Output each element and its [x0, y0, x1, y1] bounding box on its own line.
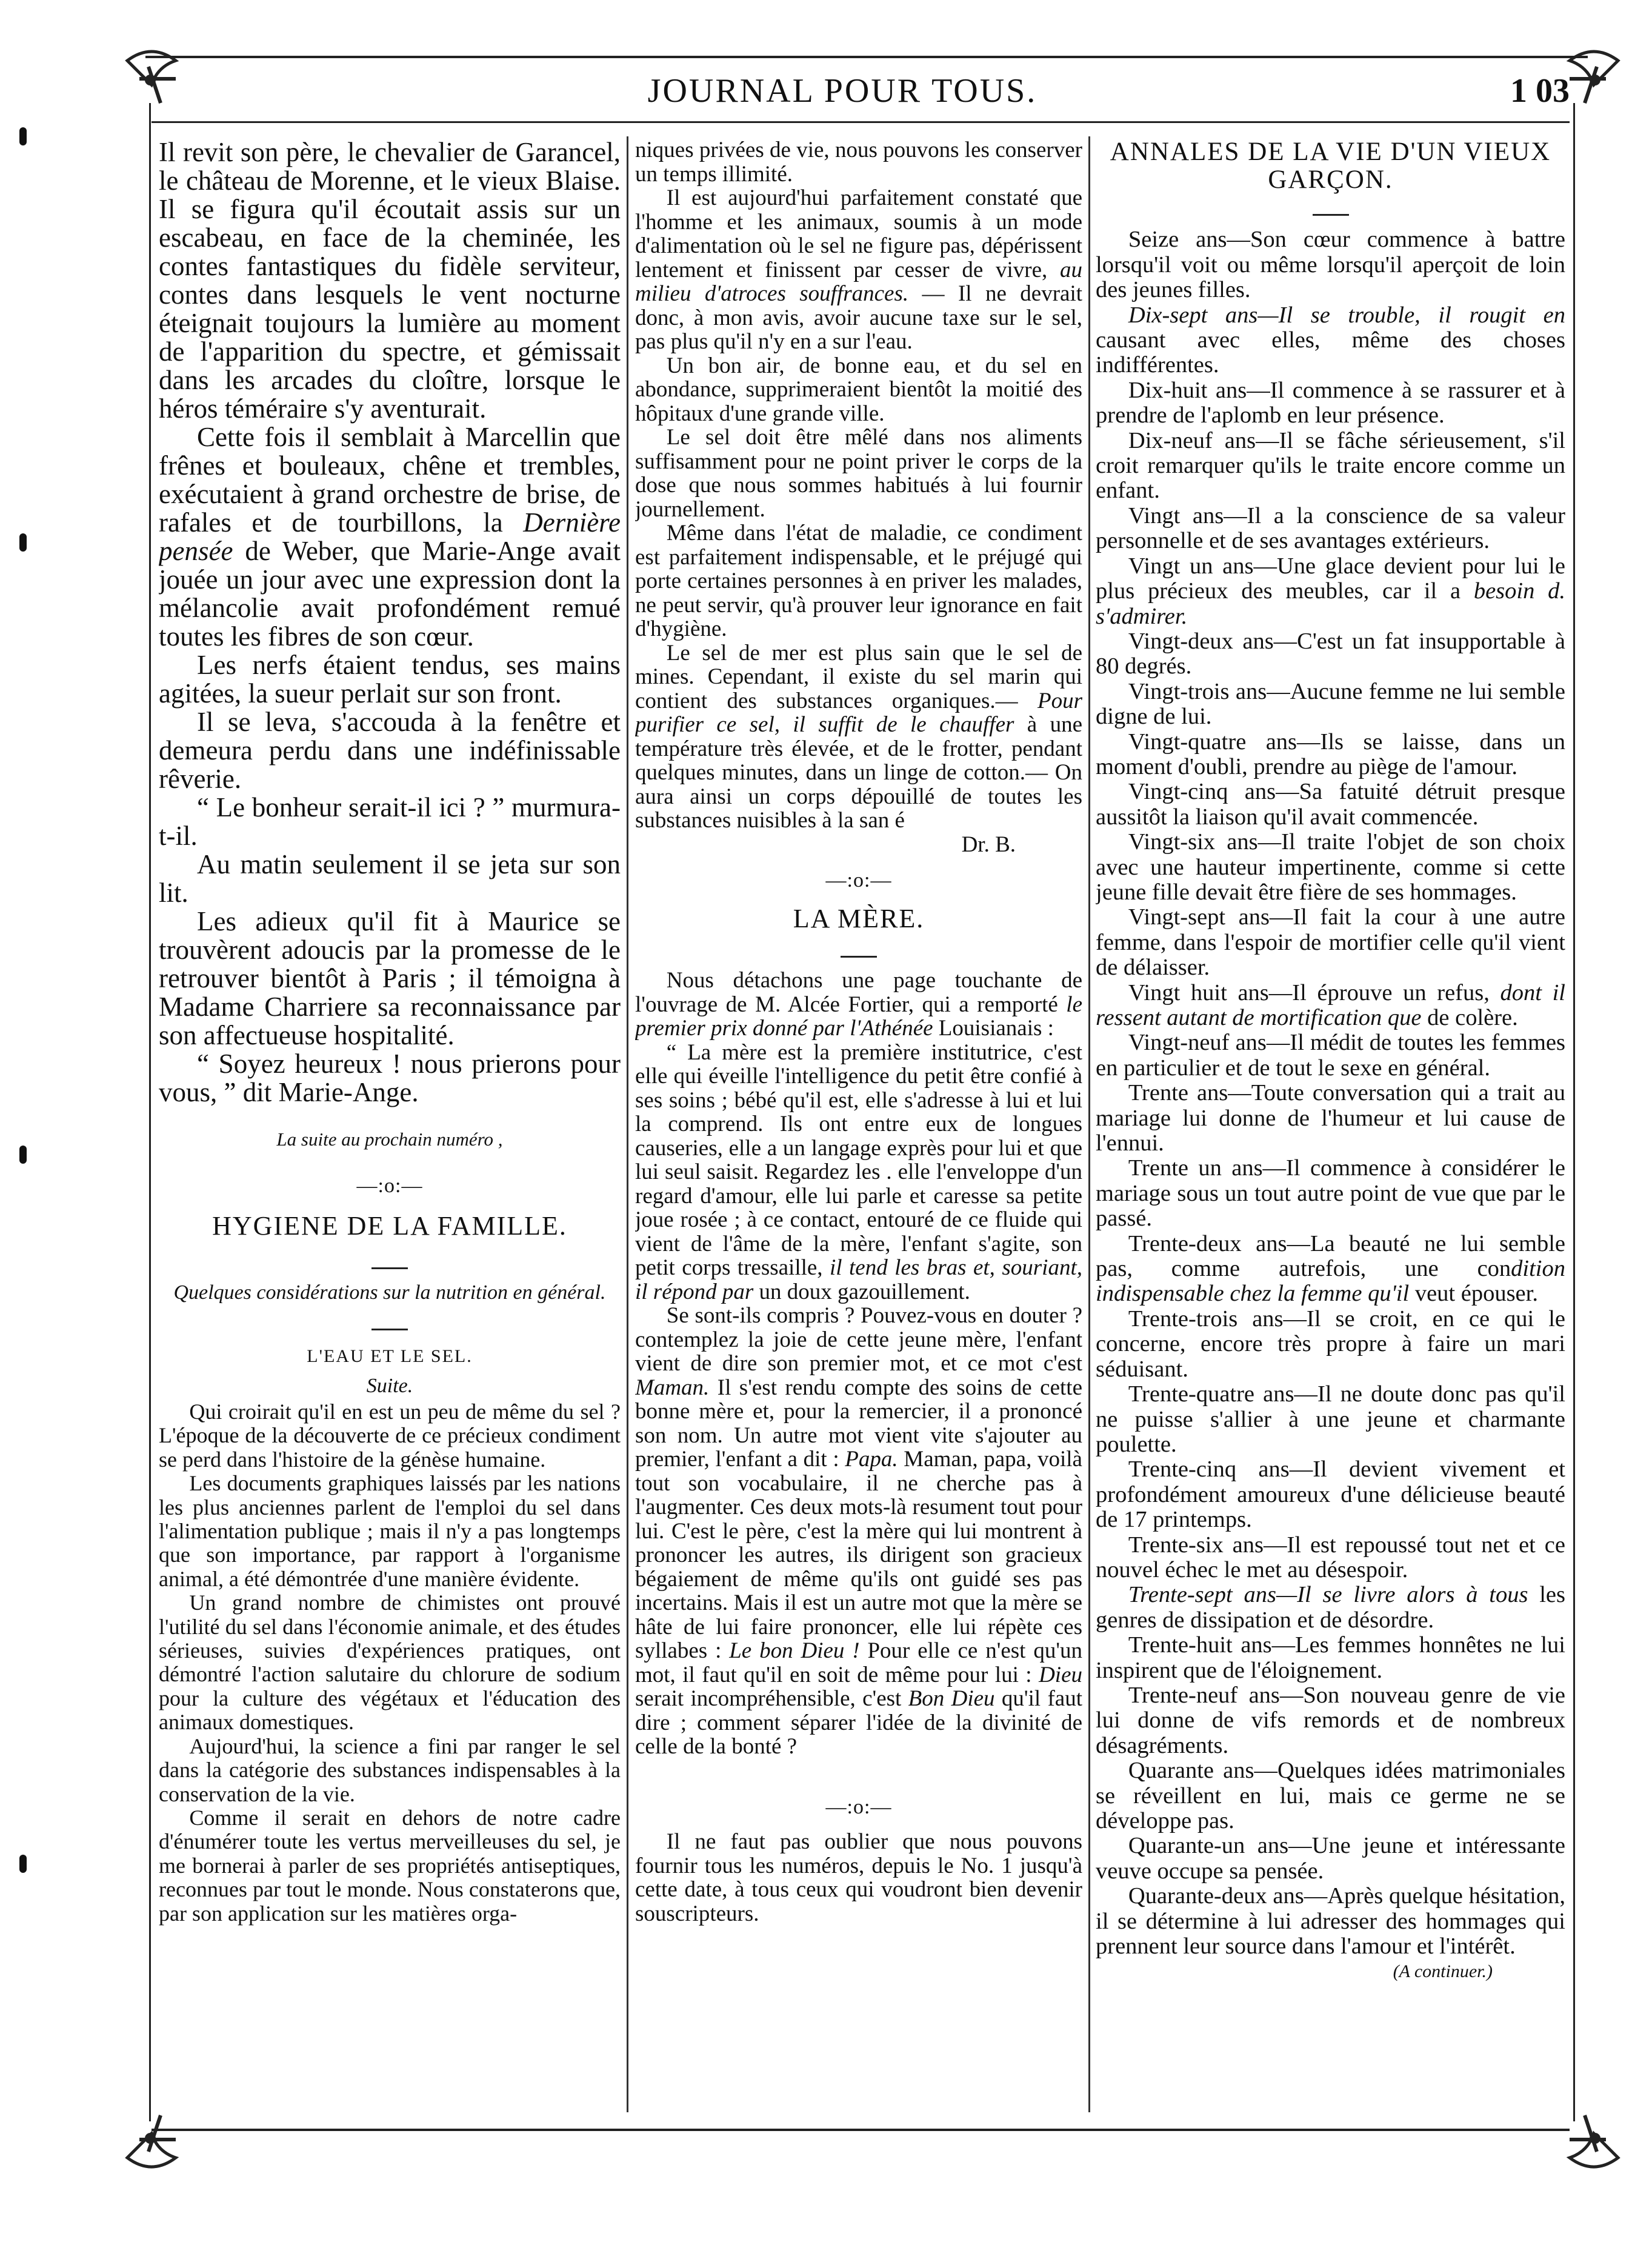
paragraph: Il revit son père, le chevalier de Garancel, le château de Morenne, et le vieux Blaise. Il se figura qu'il écoutait assis sur un escabeau, en face de la cheminée, les contes fantastiques du fidèle serviteur, contes dans lesquels le vent nocturne éteignait toujours la lumière au moment de l'apparition du spectre, et gémissait dans les arcades du cloître, lorsque le héros téméraire s'y aventurait.	[159, 138, 621, 424]
running-title: JOURNAL POUR TOUS.	[647, 72, 1037, 110]
paragraph: Dix-sept ans—Il se trouble, il rougit en causant avec elles, même des choses indifférentes.	[1096, 302, 1565, 378]
paragraph: Vingt-cinq ans—Sa fatuité détruit presque aussitôt la liaison qu'il avait commencée.	[1096, 779, 1565, 830]
article-subtitle: Quelques considérations sur la nutrition en général.	[173, 1281, 606, 1304]
paragraph: Trente-deux ans—La beauté ne lui semble pas, comme autrefois, une condition indispensable chez la femme qu'il veut épouser.	[1096, 1230, 1565, 1307]
title-dash	[1096, 196, 1565, 221]
paragraph: Vingt-deux ans—C'est un fat insupportable à 80 degrés.	[1096, 628, 1565, 679]
paragraph: Au matin seulement il se jeta sur son lit.	[159, 849, 621, 908]
frame-left-rule	[149, 103, 151, 2121]
section-separator: —:o:—	[825, 869, 892, 892]
paragraph: Quarante ans—Quelques idées matrimoniales se réveillent en lui, mais ce germe ne se développe pas.	[1096, 1758, 1565, 1833]
to-be-continued-note: La suite au prochain numéro ,	[276, 1129, 503, 1150]
frame-right-rule	[1573, 103, 1575, 2121]
paragraph: “ La mère est la première institutrice, c'est elle qui éveille l'intelligence du petit être confié à ses soins ; bébé qu'il est, elle s'adresse à lui et lui la comprend. Ils ont entre eux de longues causeries, elle a un langage exprès pour lui et que lui seul saisit. Regardez les . elle l'enveloppe d'un regard d'amour, elle lui parle et caresse sa petite joue rosée ; à ce contact, entouré de ce fluide qui vient de l'âme de la mère, l'enfant s'agite, son petit corps tressaille, il tend les bras et, souriant, il répond par un doux gazouillement.	[635, 1039, 1082, 1304]
column-rule	[627, 136, 628, 2112]
paragraph: Vingt-sept ans—Il fait la cour à une autre femme, dans l'espoir de mortifier celle qu'il vient de délaisser.	[1096, 904, 1565, 981]
paragraph: Vingt-six ans—Il traite l'objet de son choix avec une hauteur impertinente, comme si cette jeune fille devait être fière de ses hommages.	[1096, 829, 1565, 905]
title-dash	[159, 1307, 621, 1336]
paragraph: Trente-quatre ans—Il ne doute donc pas qu'il ne puisse s'allier à une jeune et charmante poulette.	[1096, 1381, 1565, 1457]
section-separator: —:o:—	[825, 1795, 892, 1818]
paragraph: Un grand nombre de chimistes ont prouvé l'utilité du sel dans l'économie animale, et des études sérieuses, suivies d'expériences pratiques, ont démontré l'action salutaire du chlorure de sodium pour la culture des végétaux et l'éducation des animaux domestiques.	[159, 1590, 621, 1735]
paragraph: Quarante-un ans—Une jeune et intéressante veuve occupe sa pensée.	[1096, 1833, 1565, 1884]
paragraph: Cette fois il semblait à Marcellin que frênes et bouleaux, chêne et trembles, exécutaient à grand orchestre de brise, de rafales et de tourbillons, la Dernière pensée de Weber, que Marie-Ange avait jouée un jour avec une expression dont la mélancolie avait profondément remué toutes les fibres de son cœur.	[159, 422, 621, 652]
paragraph: “ Le bonheur serait-il ici ? ” murmura-t-il.	[159, 792, 621, 851]
to-be-continued-note: (A continuer.)	[1393, 1961, 1493, 1982]
paragraph: Les nerfs étaient tendus, ses mains agitées, la sueur perlait sur son front.	[159, 650, 621, 709]
paragraph: Les adieux qu'il fit à Maurice se trouvèrent adoucis par la promesse de le retrouver bientôt à Paris ; il témoigna à Madame Charriere sa reconnaissance par son affectueuse hospitalité.	[159, 906, 621, 1050]
paragraph: Vingt-neuf ans—Il médit de toutes les femmes en particulier et de tout le sexe en général.	[1096, 1030, 1565, 1081]
paragraph: Le sel doit être mêlé dans nos aliments suffisamment pour ne point priver le corps de la dose que nous sommes habitués à lui fournir journellement.	[635, 425, 1082, 522]
paragraph: Trente-cinq ans—Il devient vivement et profondément amoureux d'une délicieuse beauté de 17 printemps.	[1096, 1456, 1565, 1533]
paragraph: Qui croirait qu'il en est un peu de même du sel ? L'époque de la découverte de ce précieux condiment se perd dans l'histoire de la génèse humaine.	[159, 1399, 621, 1472]
section-heading: L'EAU ET LE SEL.	[307, 1346, 473, 1366]
paragraph: Nous détachons une page touchante de l'ouvrage de M. Alcée Fortier, qui a remporté le premier prix donné par l'Athénée Louisianais :	[635, 968, 1082, 1041]
paragraph: Il se leva, s'accouda à la fenêtre et demeura perdu dans une indéfinissable rêverie.	[159, 707, 621, 794]
ornament-corner-top-left	[115, 36, 206, 127]
paragraph: Trente-six ans—Il est repoussé tout net et ce nouvel échec le met au désespoir.	[1096, 1532, 1565, 1583]
paragraph: Vingt-quatre ans—Ils se laisse, dans un moment d'oubli, prendre au piège de l'amour.	[1096, 729, 1565, 779]
paragraph: Aujourd'hui, la science a fini par ranger le sel dans la catégorie des substances indispensables à la conservation de la vie.	[159, 1733, 621, 1806]
frame-bottom-rule	[152, 2129, 1570, 2131]
article-title-mere: LA MÈRE.	[793, 903, 925, 933]
margin-mark	[19, 127, 27, 145]
paragraph: Comme il serait en dehors de notre cadre d'énumérer toute les vertus merveilleuses du sel, je me bornerai à parler de ses propriétés antiseptiques, reconnues par tout le monde. Nous constaterons que, par son application sur les matières orga-	[159, 1805, 621, 1926]
paragraph: Vingt un ans—Une glace devient pour lui le plus précieux des meubles, car il a besoin d. s'admirer.	[1096, 553, 1565, 629]
column-rule	[1088, 136, 1090, 2112]
suite-label: Suite.	[366, 1375, 413, 1397]
title-dash	[635, 939, 1082, 963]
paragraph: Se sont-ils compris ? Pouvez-vous en douter ? contemplez la joie de cette jeune mère, l'enfant vient de dire son premier mot, et ce mot c'est Maman. Il s'est rendu compte des soins de cette bonne mère et, pour la remercier, il a prononcé son nom. Un autre mot vient vite s'ajouter au premier, l'enfant a dit : Papa. Maman, papa, voilà tout son vocabulaire, il ne cherche pas à l'augmenter. Ces deux mots-là resument tout pour lui. C'est le père, c'est la mère qui lui montrent à prononcer les autres, ils dirigent son gracieux bégaiement de même qu'ils ont guidé ses pas incertains. Mais il est un autre mot que la mère se hâte de lui faire prononcer, elle lui répète ces syllabes : Le bon Dieu ! Pour elle ce n'est qu'un mot, il faut qu'il en soit de même pour lui : Dieu serait incompréhensible, c'est Bon Dieu qu'il faut dire ; comment séparer l'idée de la divinité de celle de la bonté ?	[635, 1303, 1082, 1759]
paragraph: Trente-sept ans—Il se livre alors à tous les genres de dissipation et de désordre.	[1096, 1582, 1565, 1633]
paragraph: Trente-neuf ans—Son nouveau genre de vie lui donne de vifs remords et de nombreux désagréments.	[1096, 1682, 1565, 1758]
title-dash	[159, 1246, 621, 1275]
column-2	[635, 138, 1082, 2117]
paragraph: Même dans l'état de maladie, ce condiment est parfaitement indispensable, et le préjugé qui porte certaines personnes à en priver les malades, ne peut servir, qu'à prouver leur ignorance en fait d'hygiène.	[635, 521, 1082, 641]
column-1	[159, 138, 621, 2117]
margin-mark	[19, 533, 27, 552]
section-separator: —:o:—	[356, 1175, 423, 1197]
frame-header-rule	[152, 121, 1570, 123]
paragraph: Trente-trois ans—Il se croit, en ce qui le concerne, encore très propre à faire un mari séduisant.	[1096, 1306, 1565, 1382]
frame-top-rule	[145, 56, 1588, 58]
paragraph: Trente ans—Toute conversation qui a trait au mariage lui donne de l'humeur et lui cause de l'ennui.	[1096, 1080, 1565, 1156]
article-title-annales: ANNALES DE LA VIE D'UN VIEUX GARÇON.	[1110, 138, 1551, 194]
column-3	[1096, 138, 1565, 2117]
paragraph: Dix-neuf ans—Il se fâche sérieusement, s'il croit remarquer qu'ils le traite encore comme un enfant.	[1096, 427, 1565, 504]
margin-mark	[19, 1855, 27, 1873]
paragraph: Un bon air, de bonne eau, et du sel en abondance, supprimeraient bientôt la moitié des hôpitaux d'une grande ville.	[635, 353, 1082, 426]
paragraph: Il est aujourd'hui parfaitement constaté que l'homme et les animaux, soumis à un mode d'alimentation où le sel ne figure pas, dépérissent lentement et finissent par cesser de vivre, au milieu d'atroces souffrances. — Il ne devrait donc, à mon avis, avoir aucune taxe sur le sel, pas plus qu'il n'y en a sur l'eau.	[635, 185, 1082, 354]
signature: Dr. B.	[961, 832, 1016, 857]
margin-mark	[19, 1146, 27, 1164]
article-title-hygiene: HYGIENE DE LA FAMILLE.	[212, 1211, 567, 1241]
paragraph: Vingt huit ans—Il éprouve un refus, dont il ressent autant de mortification que de colère.	[1096, 979, 1565, 1030]
paragraph: “ Soyez heureux ! nous prierons pour vous, ” dit Marie-Ange.	[159, 1049, 621, 1107]
paragraph: Trente un ans—Il commence à considérer le mariage sous un tout autre point de vue que par le passé.	[1096, 1155, 1565, 1232]
paragraph: Seize ans—Son cœur commence à battre lorsqu'il voit ou même lorsqu'il aperçoit de loin des jeunes filles.	[1096, 227, 1565, 303]
paragraph: Le sel de mer est plus sain que le sel de mines. Cependant, il existe du sel marin qui contient des substances organiques.— Pour purifier ce sel, il suffit de le chauffer à une température très élevée, et de le frotter, pendant quelques minutes, dans un linge de cotton.— On aura ainsi un corps dépouillé de toutes les substances nuisibles à la san é	[635, 640, 1082, 833]
paragraph: niques privées de vie, nous pouvons les conserver un temps illimité.	[635, 138, 1082, 187]
paragraph: Les documents graphiques laissés par les nations les plus anciennes parlent de l'emploi du sel dans l'alimentation publique ; mais il n'y a pas longtemps que son importance, par rapport à l'organisme animal, a été démontrée d'une manière évidente.	[159, 1471, 621, 1591]
page-number: 1 03	[1510, 72, 1570, 110]
paragraph: Vingt ans—Il a la conscience de sa valeur personnelle et de ses avantages extérieurs.	[1096, 502, 1565, 554]
paragraph: Il ne faut pas oublier que nous pouvons fournir tous les numéros, depuis le No. 1 jusqu'à cette date, à tous ceux qui voudront bien devenir souscripteurs.	[635, 1829, 1082, 1926]
paragraph: Dix-huit ans—Il commence à se rassurer et à prendre de l'aplomb en leur présence.	[1096, 377, 1565, 429]
paragraph: Quarante-deux ans—Après quelque hésitation, il se détermine à lui adresser des hommages qui prennent leur source dans l'amour et l'intérêt.	[1096, 1883, 1565, 1960]
paragraph: Vingt-trois ans—Aucune femme ne lui semble digne de lui.	[1096, 678, 1565, 730]
paragraph: Trente-huit ans—Les femmes honnêtes ne lui inspirent que de l'éloignement.	[1096, 1632, 1565, 1683]
